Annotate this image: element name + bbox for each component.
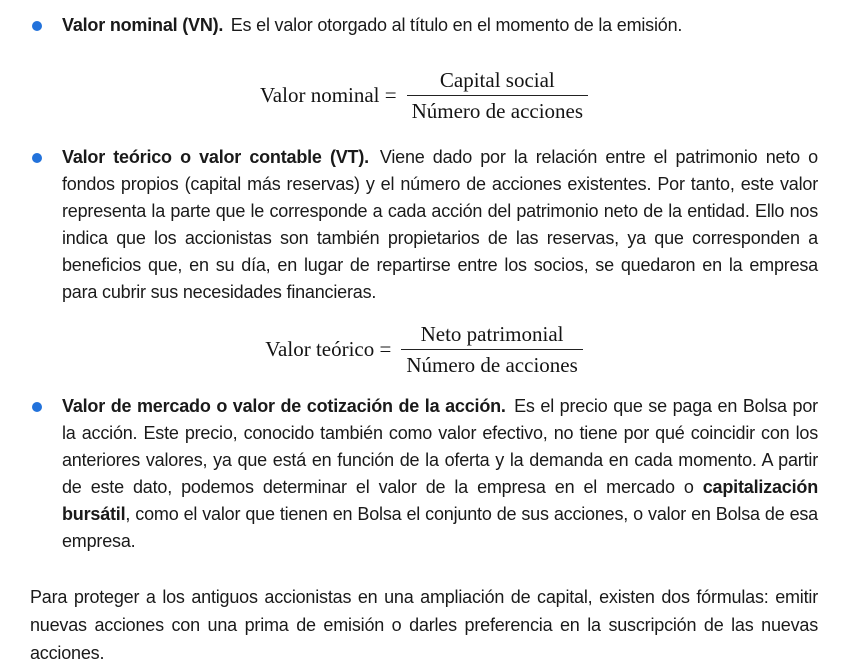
- closing-paragraph: Para proteger a los antiguos accionistas en una ampliación de capital, existen dos fórmulas: emitir nuevas acciones con una prima de emisión o darles preferencia en la suscripción de las nuevas acciones.: [30, 587, 818, 663]
- formula-lhs: Valor teórico =: [265, 337, 392, 361]
- bullet-text-valor-de-mercado-part2: , como el valor que tienen en Bolsa el conjunto de sus acciones, o valor en Bolsa de esa empresa.: [62, 504, 818, 551]
- fraction-denominator: Número de acciones: [407, 95, 588, 122]
- bullet-title-valor-nominal: Valor nominal (VN).: [62, 15, 224, 35]
- bullet-icon: [32, 153, 42, 163]
- formula-valor-teorico: [30, 323, 818, 376]
- fraction: [407, 69, 588, 122]
- bullet-item-valor-de-mercado: [30, 393, 818, 555]
- fraction-denominator: Número de acciones: [401, 349, 582, 376]
- bullet-text-valor-de-mercado-part1: Es el precio que se paga en Bolsa por la acción. Este precio, conocido también como valor efectivo, no tiene por qué coincidir con los anteriores valores, ya que está en función de la oferta y la demanda en cada momento. A partir de este dato, podemos determinar el valor de la empresa en el mercado o: [62, 396, 818, 497]
- fraction-numerator: Capital social: [439, 68, 555, 92]
- formula-valor-nominal: [30, 69, 818, 122]
- bullet-icon: [32, 402, 42, 412]
- formula-lhs: Valor nominal =: [259, 83, 397, 107]
- bullet-title-valor-de-mercado: Valor de mercado o valor de cotización de la acción.: [62, 396, 506, 416]
- bullet-item-valor-nominal: [30, 12, 818, 39]
- bullet-title-valor-teorico: Valor teórico o valor contable (VT).: [62, 147, 369, 167]
- bullet-text-valor-nominal: Es el valor otorgado al título en el momento de la emisión.: [230, 15, 683, 35]
- bullet-icon: [32, 21, 42, 31]
- inline-bold-capitalizacion-bursatil: capitalización bursátil: [62, 477, 818, 524]
- bullet-item-valor-teorico: [30, 144, 818, 306]
- fraction-numerator: Neto patrimonial: [420, 322, 564, 346]
- bullet-text-valor-teorico: Viene dado por la relación entre el patrimonio neto o fondos propios (capital más reservas) y el número de acciones existentes. Por tanto, este valor representa la parte que le corresponde a cada acción del patrimonio neto de la entidad. Ello nos indica que los accionistas son también propietarios de las reservas, ya que corresponden a beneficios que, en su día, en lugar de repartirse entre los socios, se quedaron en la empresa para cubrir sus necesidades financieras.: [62, 147, 818, 302]
- fraction: [401, 323, 582, 376]
